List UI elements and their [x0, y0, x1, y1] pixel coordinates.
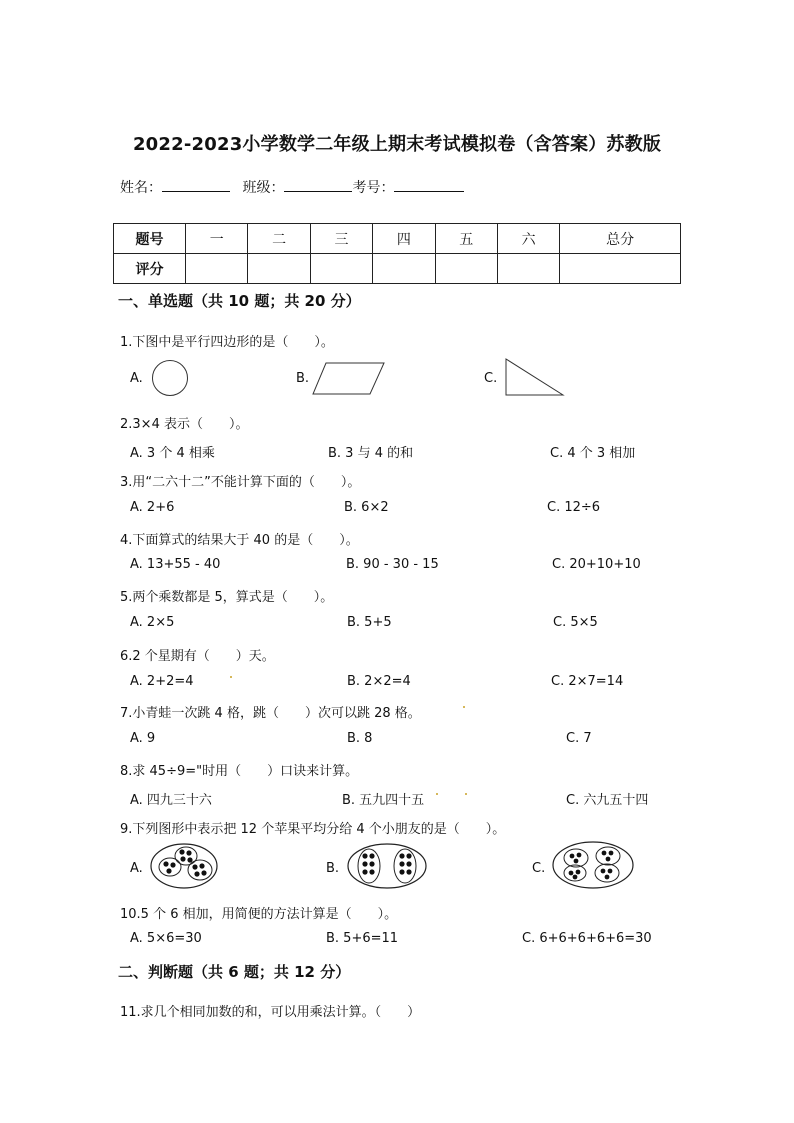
header-cell: 五 [435, 224, 497, 254]
score-cell[interactable] [435, 254, 497, 284]
question-8: 8.求 45÷9="时用（ ）口诀来计算。 [120, 764, 359, 779]
q2-option-a[interactable]: A. 3 个 4 相乘 [130, 446, 215, 461]
q4-option-c[interactable]: C. 20+10+10 [552, 557, 641, 572]
q3-option-a[interactable]: A. 2+6 [130, 500, 175, 515]
number-label: 考号： [352, 180, 395, 196]
q2-option-b[interactable]: B. 3 与 4 的和 [328, 446, 414, 461]
q3-option-b[interactable]: B. 6×2 [344, 500, 389, 515]
section-title-true-false: 二、判断题（共 6 题；共 12 分） [118, 963, 351, 981]
score-table [113, 223, 681, 284]
q10-option-a[interactable]: A. 5×6=30 [130, 931, 202, 946]
q6-option-b[interactable]: B. 2×2=4 [347, 674, 411, 689]
q5-option-c[interactable]: C. 5×5 [553, 615, 598, 630]
q1-option-c[interactable]: C. [484, 371, 498, 386]
header-cell: 三 [310, 224, 372, 254]
question-9: 9.下列图形中表示把 12 个苹果平均分给 4 个小朋友的是（ ）。 [120, 822, 506, 837]
q9-option-a[interactable]: A. [130, 861, 143, 876]
number-blank[interactable] [394, 177, 464, 192]
q8-option-b[interactable]: B. 五九四十五 [342, 793, 425, 808]
parallelogram-figure [312, 362, 386, 396]
stray-mark [465, 793, 467, 795]
q8-option-c[interactable]: C. 六九五十四 [566, 793, 649, 808]
apple-groups-figure-c [552, 840, 634, 890]
question-2: 2.3×4 表示（ ）。 [120, 417, 249, 432]
circle-figure [152, 360, 190, 398]
q10-option-b[interactable]: B. 5+6=11 [326, 931, 399, 946]
header-cell: 六 [497, 224, 559, 254]
header-cell: 一 [186, 224, 248, 254]
question-4: 4.下面算式的结果大于 40 的是（ ）。 [120, 533, 359, 548]
q2-option-c[interactable]: C. 4 个 3 相加 [550, 446, 636, 461]
apple-groups-figure-b [347, 842, 427, 890]
class-label: 班级： [242, 180, 285, 196]
score-cell[interactable] [248, 254, 310, 284]
name-label: 姓名： [120, 180, 162, 196]
question-11: 11.求几个相同加数的和，可以用乘法计算。（ ） [120, 1005, 421, 1020]
q10-option-c[interactable]: C. 6+6+6+6+6=30 [522, 931, 652, 946]
q7-option-c[interactable]: C. 7 [566, 731, 592, 746]
score-cell[interactable] [186, 254, 248, 284]
question-5: 5.两个乘数都是 5，算式是（ ）。 [120, 590, 334, 605]
header-cell: 题号 [114, 224, 186, 254]
q5-option-b[interactable]: B. 5+5 [347, 615, 392, 630]
q4-option-a[interactable]: A. 13+55 - 40 [130, 557, 221, 572]
q9-option-b[interactable]: B. [326, 861, 340, 876]
score-cell[interactable] [560, 254, 681, 284]
header-cell: 四 [373, 224, 435, 254]
triangle-figure [504, 358, 566, 398]
section-title-single-choice: 一、单选题（共 10 题；共 20 分） [118, 292, 361, 310]
score-cell[interactable] [373, 254, 435, 284]
score-table-score-row [114, 254, 681, 284]
student-info-line [120, 177, 464, 197]
score-row-label: 评分 [114, 254, 186, 284]
class-blank[interactable] [284, 177, 352, 192]
header-cell: 总分 [560, 224, 681, 254]
q7-option-a[interactable]: A. 9 [130, 731, 156, 746]
q3-option-c[interactable]: C. 12÷6 [547, 500, 601, 515]
stray-mark [436, 793, 438, 795]
page-title: 2022-2023小学数学二年级上期末考试模拟卷（含答案）苏教版 [132, 134, 662, 155]
name-blank[interactable] [162, 177, 230, 192]
header-cell: 二 [248, 224, 310, 254]
stray-mark [230, 676, 232, 678]
score-cell[interactable] [310, 254, 372, 284]
q6-option-a[interactable]: A. 2+2=4 [130, 674, 194, 689]
stray-mark [463, 706, 465, 708]
question-3: 3.用“二六十二”不能计算下面的（ ）。 [120, 475, 361, 490]
apple-groups-figure-a [150, 842, 220, 890]
question-10: 10.5 个 6 相加，用简便的方法计算是（ ）。 [120, 907, 398, 922]
q9-option-c[interactable]: C. [532, 861, 546, 876]
q1-option-b[interactable]: B. [296, 371, 310, 386]
q5-option-a[interactable]: A. 2×5 [130, 615, 175, 630]
question-6: 6.2 个星期有（ ）天。 [120, 649, 275, 664]
score-table-header-row [114, 224, 681, 254]
question-1: 1.下图中是平行四边形的是（ ）。 [120, 335, 334, 350]
q7-option-b[interactable]: B. 8 [347, 731, 373, 746]
score-cell[interactable] [497, 254, 559, 284]
q8-option-a[interactable]: A. 四九三十六 [130, 793, 212, 808]
q1-option-a[interactable]: A. [130, 371, 143, 386]
q4-option-b[interactable]: B. 90 - 30 - 15 [346, 557, 439, 572]
q6-option-c[interactable]: C. 2×7=14 [551, 674, 624, 689]
question-7: 7.小青蛙一次跳 4 格，跳（ ）次可以跳 28 格。 [120, 706, 421, 721]
